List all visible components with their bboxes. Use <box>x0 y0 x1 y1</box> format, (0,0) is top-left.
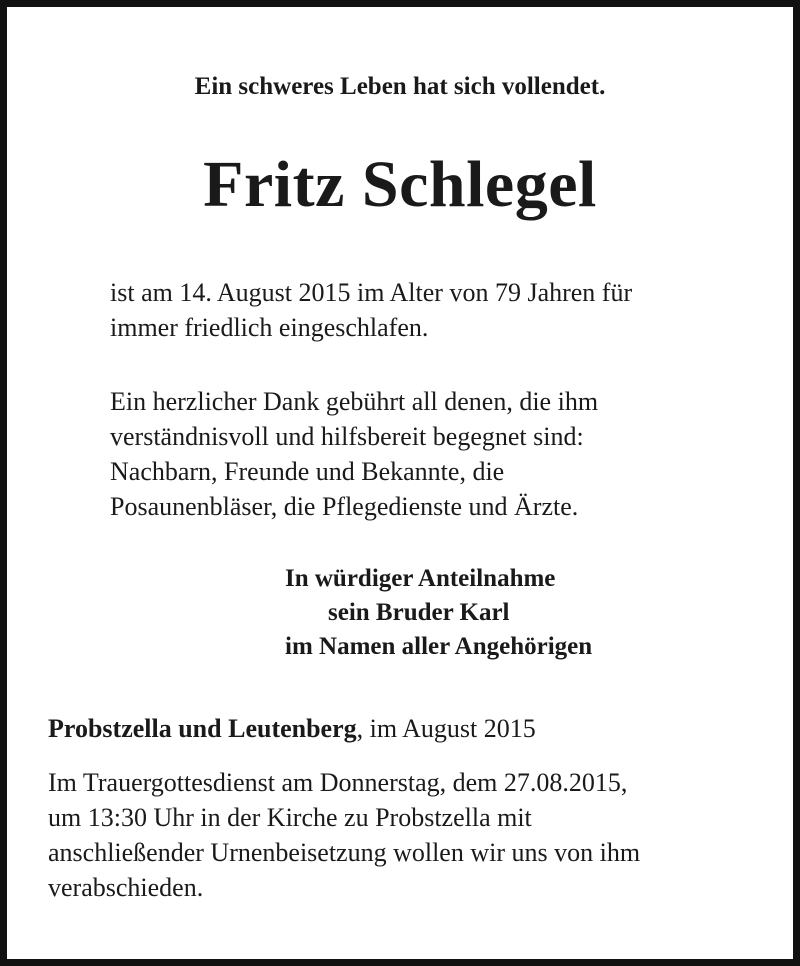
announcement-paragraph <box>110 275 632 345</box>
service-line: verabschieden. <box>48 873 204 902</box>
thanks-line: Posaunenbläser, die Pflegedienste und Ärzte. <box>110 492 579 521</box>
deceased-name: Fritz Schlegel <box>203 148 597 221</box>
thanks-line: verständnisvoll und hilfsbereit begegnet sind: <box>110 422 584 451</box>
tagline: Ein schweres Leben hat sich vollendet. <box>194 73 606 100</box>
service-line: Im Trauergottesdienst am Donnerstag, dem 27.08.2015, <box>48 768 628 797</box>
service-paragraph <box>48 765 640 905</box>
announcement-line: ist am 14. August 2015 im Alter von 79 Jahren für <box>110 278 633 307</box>
place-date: , im August 2015 <box>356 714 536 743</box>
thanks-line: Nachbarn, Freunde und Bekannte, die <box>110 457 505 486</box>
service-line: um 13:30 Uhr in der Kirche zu Probstzella mit <box>48 803 532 832</box>
place-and-date <box>48 711 536 746</box>
thanks-paragraph <box>110 384 598 524</box>
signature-line-3: im Namen aller Angehörigen <box>285 633 593 660</box>
signature-line-2: sein Bruder Karl <box>328 599 510 626</box>
thanks-line: Ein herzlicher Dank gebührt all denen, die ihm <box>110 387 599 416</box>
signature-line-1: In würdiger Anteilnahme <box>285 565 556 592</box>
announcement-line: immer friedlich eingeschlafen. <box>110 313 429 342</box>
service-line: anschließender Urnenbeisetzung wollen wir uns von ihm <box>48 838 641 867</box>
place-location: Probstzella und Leutenberg <box>48 714 357 743</box>
